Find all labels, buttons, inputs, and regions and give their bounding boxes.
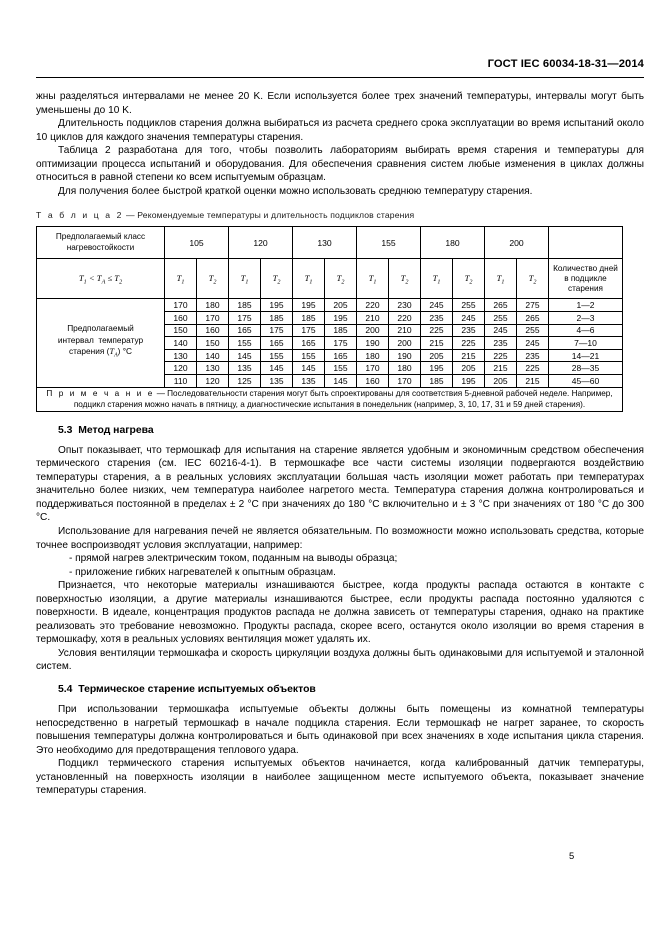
section-heading-5-3: [36, 424, 644, 438]
cell-value: 180: [197, 299, 229, 312]
cell-value: 220: [357, 299, 389, 312]
spacer: [36, 412, 644, 424]
cell-value: 165: [229, 324, 261, 337]
paragraph-average-temperature: Для получения более быстрой краткой оценки можно использовать среднюю температуру старения.: [58, 185, 533, 197]
header-cell-class-130: 130: [293, 227, 357, 259]
cell-value: 185: [421, 374, 453, 387]
table-head: [37, 227, 623, 299]
header-cell-days-in-subcycle: Количество дней в подцикле старения: [549, 259, 623, 299]
section-number-5-3: 5.3: [58, 424, 73, 436]
cell-value: 130: [165, 349, 197, 362]
cell-value: 160: [165, 311, 197, 324]
header-cell-thermal-class: Предполагаемый класс нагревостойкости: [37, 227, 165, 259]
cell-value: 200: [357, 324, 389, 337]
header-cell-t2-120: $T_2$: [261, 259, 293, 299]
cell-value: 215: [485, 362, 517, 375]
section-title-5-4: Термическое старение испытуемых объектов: [78, 684, 316, 696]
cell-value: 150: [165, 324, 197, 337]
cell-value: 195: [293, 299, 325, 312]
range-formula: $T_1 < T_A \le T_2$: [78, 272, 123, 286]
cell-value: 160: [197, 324, 229, 337]
cell-value: 225: [453, 337, 485, 350]
header-cell-t2-130: $T_2$: [325, 259, 357, 299]
cell-value: 195: [261, 299, 293, 312]
cell-value: 130: [197, 362, 229, 375]
cell-value: 185: [325, 324, 357, 337]
cell-value: 200: [389, 337, 421, 350]
cell-value: 235: [517, 349, 549, 362]
cell-value: 140: [197, 349, 229, 362]
header-cell-t1-155: $T_1$: [357, 259, 389, 299]
cell-value: 205: [485, 374, 517, 387]
cell-value: 255: [485, 311, 517, 324]
cell-value: 175: [229, 311, 261, 324]
cell-value: 110: [165, 374, 197, 387]
cell-value: 145: [261, 362, 293, 375]
header-cell-class-120: 120: [229, 227, 293, 259]
cell-value: 210: [389, 324, 421, 337]
cell-value: 155: [261, 349, 293, 362]
table-row: [37, 299, 623, 312]
table-body: [37, 299, 623, 411]
cell-value: 175: [325, 337, 357, 350]
cell-value: 185: [293, 311, 325, 324]
cell-value: 135: [293, 374, 325, 387]
cell-days: 2—3: [549, 311, 623, 324]
cell-value: 155: [293, 349, 325, 362]
table-note-text: — Последовательности старения могут быть спроектированы для соответствия 5-дневной рабочей неделе. Например, подцикл старения можно начать в пятницу, а диагностические испытания в понедельник (например, 3, 10, 17, 31 и 59 дней старения).: [73, 388, 613, 410]
cell-value: 170: [389, 374, 421, 387]
bullet-direct-electric-heating: - прямой нагрев электрическим током, поданным на выводы образца;: [69, 553, 398, 565]
cell-value: 185: [261, 311, 293, 324]
row-label-aging-temperature-interval: Предполагаемый интервал температур старения $(T_A)$ °C: [37, 299, 165, 387]
cell-value: 165: [325, 349, 357, 362]
cell-value: 225: [485, 349, 517, 362]
cell-value: 145: [229, 349, 261, 362]
cell-value: 155: [229, 337, 261, 350]
paragraph-ventilation-conditions: Условия вентиляции термошкафа и скорость циркуляции воздуха должны быть одинаковыми для испытуемой и эталонной систем.: [36, 647, 644, 673]
cell-value: 205: [325, 299, 357, 312]
table-header-row-classes: [37, 227, 623, 259]
header-cell-t1-120: $T_1$: [229, 259, 261, 299]
cell-days: 45—60: [549, 374, 623, 387]
table-note: [37, 387, 623, 411]
recommended-temperatures-table: [36, 226, 623, 411]
cell-value: 215: [453, 349, 485, 362]
header-cell-t2-180: $T_2$: [453, 259, 485, 299]
cell-value: 180: [357, 349, 389, 362]
table-header-row-subcolumns: [37, 259, 623, 299]
cell-value: 195: [325, 311, 357, 324]
header-cell-t2-200: $T_2$: [517, 259, 549, 299]
cell-days: 1—2: [549, 299, 623, 312]
paragraph-heating-alternatives: Использование для нагревания печей не является обязательным. По возможности можно использовать средства, которые точнее воспроизводят условия эксплуатации, например:: [36, 526, 644, 551]
header-cell-t2-155: $T_2$: [389, 259, 421, 299]
cell-value: 125: [229, 374, 261, 387]
table-caption-text: — Рекомендуемые температуры и длительность подциклов старения: [123, 210, 415, 221]
cell-value: 215: [517, 374, 549, 387]
cell-value: 120: [197, 374, 229, 387]
header-cell-t2-105: $T_2$: [197, 259, 229, 299]
spacer: [36, 674, 644, 683]
header-cell-class-105: 105: [165, 227, 229, 259]
page-content: [36, 90, 644, 798]
cell-value: 155: [325, 362, 357, 375]
paragraph-oven-method: Опыт показывает, что термошкаф для испытания на старение является удобным и экономичным средством обеспечения термического старения (см. IEC 60216-4-1). В термошкафе все части системы изоляции подвергаются воздействию температуры старения, а в реальных условиях эксплуатации большая часть изоляции может работать при температурах значительно более низких, чем температура наиболее нагретого места. Температура старения должна контролироваться и поддерживаться постоянной в пределах ± 2 °C при значениях до 180 °C включительно и ± 3 °C при значениях от 180 °C до 300 °C.: [36, 444, 644, 524]
table-note-row: [37, 387, 623, 411]
cell-value: 135: [261, 374, 293, 387]
header-rule-divider: [36, 77, 644, 78]
cell-value: 245: [485, 324, 517, 337]
cell-value: 225: [421, 324, 453, 337]
cell-value: 165: [261, 337, 293, 350]
cell-value: 150: [197, 337, 229, 350]
header-cell-t1-130: $T_1$: [293, 259, 325, 299]
page-number: 5: [569, 850, 575, 861]
cell-value: 235: [485, 337, 517, 350]
paragraph-subcycle-start: Подцикл термического старения испытуемых объектов начинается, когда калиброванный датчик температуры, установленный на поверхность изоляции в наиболее защищенном месте испытуемого объекта, показывает значение температуры старения.: [36, 758, 644, 797]
paragraph-decomposition-products: Признается, что некоторые материалы изнашиваются быстрее, когда продукты распада остаются в контакте с поверхностью изоляции, а другие материалы изнашиваются быстрее, если продукты распада постоянно удаляются с поверхности. В идеале, концентрация продуктов распада не должна зависеть от температуры старения, однако на практике реализовать это требование невозможно. Продукты распада, скорее всего, останутся около изоляции во время старения в термошкафу, хотя в реальных условиях вентиляция может удалять их.: [36, 580, 644, 646]
cell-value: 135: [229, 362, 261, 375]
cell-value: 205: [421, 349, 453, 362]
header-cell-t1-180: $T_1$: [421, 259, 453, 299]
header-cell-t1-105: $T_1$: [165, 259, 197, 299]
paragraph-table2-purpose: Таблица 2 разработана для того, чтобы позволить лабораториям выбирать время старения и температуры для оптимизации процесса испытаний и оборудования. Для обеспечения сравнения систем любые изменения в циклах должны относиться в равной степени ко всем испытуемым образцам.: [36, 145, 644, 184]
spacer: [36, 198, 644, 210]
cell-value: 235: [421, 311, 453, 324]
cell-value: 165: [293, 337, 325, 350]
cell-value: 215: [421, 337, 453, 350]
cell-value: 245: [421, 299, 453, 312]
cell-value: 255: [453, 299, 485, 312]
section-heading-5-4: [36, 683, 644, 697]
cell-value: 175: [293, 324, 325, 337]
cell-value: 230: [389, 299, 421, 312]
cell-days: 7—10: [549, 337, 623, 350]
cell-value: 170: [197, 311, 229, 324]
cell-days: 14—21: [549, 349, 623, 362]
cell-value: 225: [517, 362, 549, 375]
cell-value: 145: [293, 362, 325, 375]
header-cell-t1-200: $T_1$: [485, 259, 517, 299]
table-caption-label: Т а б л и ц а 2: [36, 210, 124, 221]
cell-value: 170: [165, 299, 197, 312]
cell-days: 4—6: [549, 324, 623, 337]
header-cell-empty-corner: [549, 227, 623, 259]
cell-value: 185: [229, 299, 261, 312]
section-number-5-4: 5.4: [58, 684, 73, 696]
table-note-label: П р и м е ч а н и е: [46, 388, 155, 398]
cell-value: 205: [453, 362, 485, 375]
cell-value: 265: [485, 299, 517, 312]
cell-value: 235: [453, 324, 485, 337]
cell-value: 245: [453, 311, 485, 324]
cell-value: 145: [325, 374, 357, 387]
cell-value: 195: [453, 374, 485, 387]
cell-value: 170: [357, 362, 389, 375]
cell-value: 190: [357, 337, 389, 350]
cell-value: 140: [165, 337, 197, 350]
cell-value: 275: [517, 299, 549, 312]
cell-days: 28—35: [549, 362, 623, 375]
paragraph-continuation: жны разделяться интервалами не менее 20 K. Если используется более трех значений температуры, интервалы могут быть уменьшены до 10 K.: [36, 91, 644, 116]
bullet-flexible-heaters: - приложение гибких нагревателей к опытным образцам.: [69, 566, 336, 578]
paragraph-oven-insertion: При использовании термошкафа испытуемые объекты должны быть помещены из комнатной температуры непосредственно в нагретый термошкаф в начале подцикла старения. Если термошкаф не нагрет заранее, то скорость повышения температуры должна контролироваться и быть одинаковой при всех значениях в ходе испытания цикла старения. Это необходимо для предотвращения теплового удара.: [36, 704, 644, 756]
cell-value: 195: [421, 362, 453, 375]
cell-value: 160: [357, 374, 389, 387]
header-cell-temperature-range: [37, 259, 165, 299]
cell-value: 180: [389, 362, 421, 375]
header-cell-class-155: 155: [357, 227, 421, 259]
document-header-title: ГОСТ IEC 60034-18-31—2014: [487, 58, 644, 70]
cell-value: 265: [517, 311, 549, 324]
header-cell-class-200: 200: [485, 227, 549, 259]
cell-value: 120: [165, 362, 197, 375]
paragraph-subcycle-duration: Длительность подциклов старения должна выбираться из расчета среднего срока эксплуатации во время испытаний около 10 циклов для каждого значения температуры старения.: [36, 118, 644, 143]
cell-value: 220: [389, 311, 421, 324]
cell-value: 245: [517, 337, 549, 350]
header-cell-class-180: 180: [421, 227, 485, 259]
table-caption: [36, 210, 644, 220]
cell-value: 255: [517, 324, 549, 337]
cell-value: 190: [389, 349, 421, 362]
cell-value: 210: [357, 311, 389, 324]
section-title-5-3: Метод нагрева: [78, 424, 154, 436]
cell-value: 175: [261, 324, 293, 337]
